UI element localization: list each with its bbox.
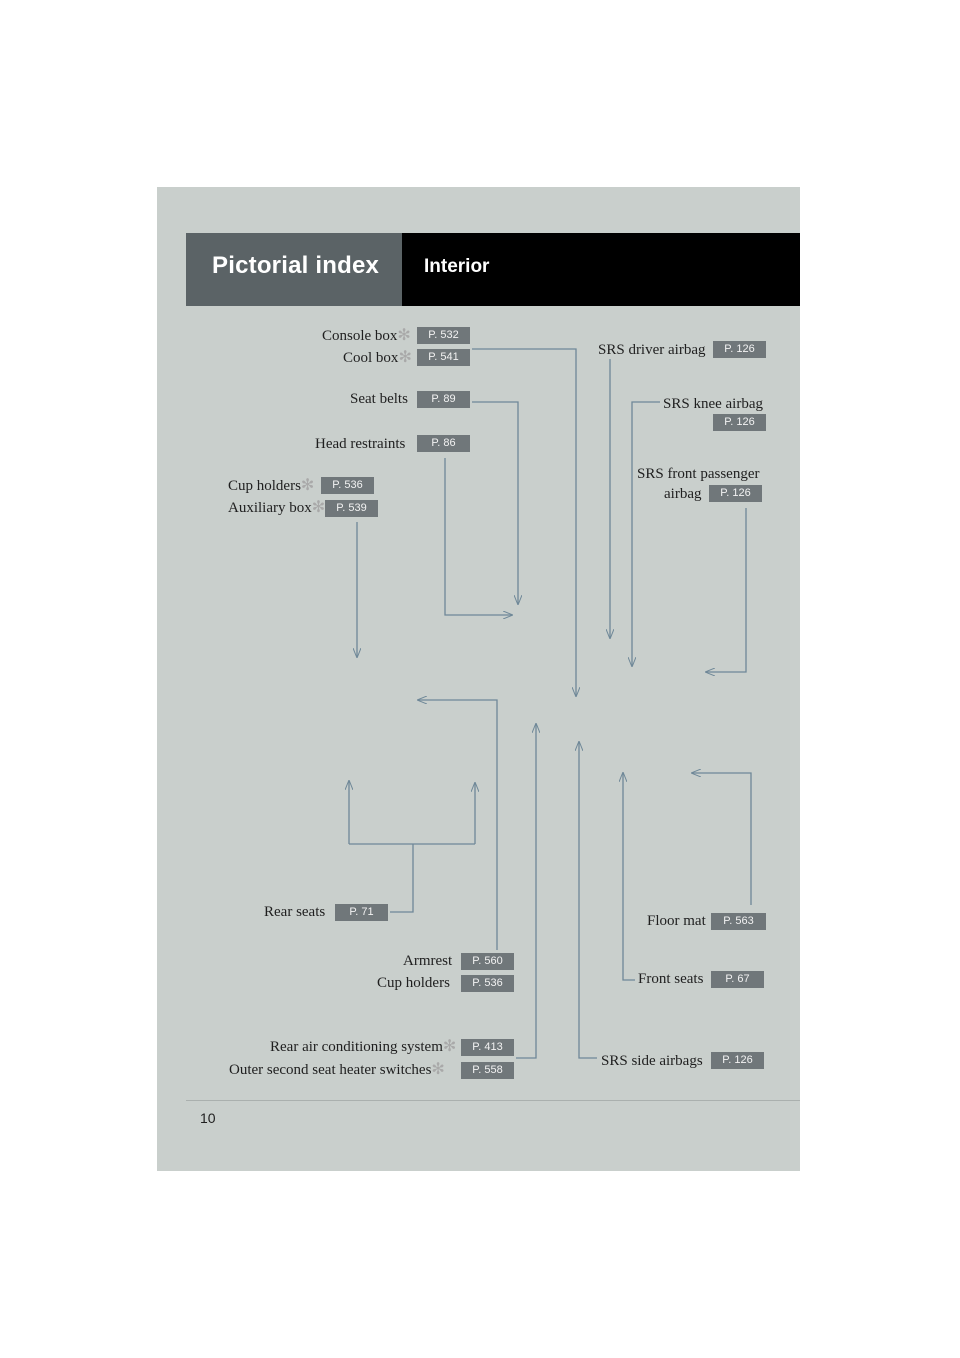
page-ref-cool-box[interactable]: P. 541 bbox=[417, 349, 470, 366]
page-ref-outer-seat-heater[interactable]: P. 558 bbox=[461, 1062, 514, 1079]
leader-front-seats bbox=[623, 773, 635, 980]
page-ref-seat-belts[interactable]: P. 89 bbox=[417, 391, 470, 408]
page-ref-cup-holders-rear[interactable]: P. 536 bbox=[461, 975, 514, 992]
label-console-box: Console box✻ bbox=[322, 327, 411, 344]
label-auxiliary-box: Auxiliary box✻ bbox=[228, 499, 326, 516]
page-ref-auxiliary-box[interactable]: P. 539 bbox=[325, 500, 378, 517]
leader-floor-mat bbox=[692, 773, 751, 905]
label-srs-side-airbags: SRS side airbags bbox=[601, 1053, 703, 1069]
leader-srs-passenger bbox=[706, 508, 746, 672]
leader-head-restraints bbox=[445, 458, 512, 615]
label-head-restraints: Head restraints bbox=[315, 436, 406, 452]
page-ref-console-box[interactable]: P. 532 bbox=[417, 327, 470, 344]
leader-console-box bbox=[472, 349, 576, 696]
page-ref-rear-seats[interactable]: P. 71 bbox=[335, 904, 388, 921]
label-cup-holders-rear: Cup holders bbox=[377, 975, 450, 991]
label-srs-knee-airbag: SRS knee airbag bbox=[663, 396, 763, 412]
page-ref-front-seats[interactable]: P. 67 bbox=[711, 971, 764, 988]
label-srs-passenger-line1: SRS front passenger bbox=[637, 466, 760, 482]
page-ref-srs-driver-airbag[interactable]: P. 126 bbox=[713, 341, 766, 358]
page-ref-floor-mat[interactable]: P. 563 bbox=[711, 913, 766, 930]
leader-rear-ac bbox=[516, 724, 536, 1058]
leader-srs-knee bbox=[632, 402, 660, 666]
label-rear-seats: Rear seats bbox=[264, 904, 326, 920]
label-front-seats: Front seats bbox=[638, 971, 704, 987]
footer-rule bbox=[186, 1100, 800, 1101]
label-cool-box: Cool box✻ bbox=[343, 349, 412, 366]
label-outer-seat-heater: Outer second seat heater switches✻ bbox=[229, 1061, 445, 1078]
page-ref-cup-holders-front[interactable]: P. 536 bbox=[321, 477, 374, 494]
page-ref-armrest[interactable]: P. 560 bbox=[461, 953, 514, 970]
section-title: Pictorial index bbox=[212, 252, 380, 279]
label-srs-driver-airbag: SRS driver airbag bbox=[598, 342, 706, 358]
leader-armrest bbox=[418, 700, 497, 950]
page-number: 10 bbox=[200, 1110, 216, 1126]
page-ref-srs-side-airbags[interactable]: P. 126 bbox=[711, 1052, 764, 1069]
leader-rear-seats bbox=[390, 844, 413, 912]
page-ref-srs-knee-airbag[interactable]: P. 126 bbox=[713, 414, 766, 431]
page-ref-srs-passenger-airbag[interactable]: P. 126 bbox=[709, 485, 762, 502]
leader-seat-belts bbox=[472, 402, 518, 604]
page-ref-rear-ac[interactable]: P. 413 bbox=[461, 1039, 514, 1056]
label-seat-belts: Seat belts bbox=[350, 391, 408, 407]
label-cup-holders-front: Cup holders✻ bbox=[228, 477, 315, 494]
label-floor-mat: Floor mat bbox=[647, 913, 706, 929]
page-ref-head-restraints[interactable]: P. 86 bbox=[417, 435, 470, 452]
leader-srs-side bbox=[579, 742, 597, 1058]
label-armrest: Armrest bbox=[403, 953, 453, 969]
label-srs-passenger-line2: airbag bbox=[664, 486, 702, 502]
subsection-title: Interior bbox=[424, 256, 490, 277]
label-rear-ac: Rear air conditioning system✻ bbox=[270, 1038, 457, 1055]
